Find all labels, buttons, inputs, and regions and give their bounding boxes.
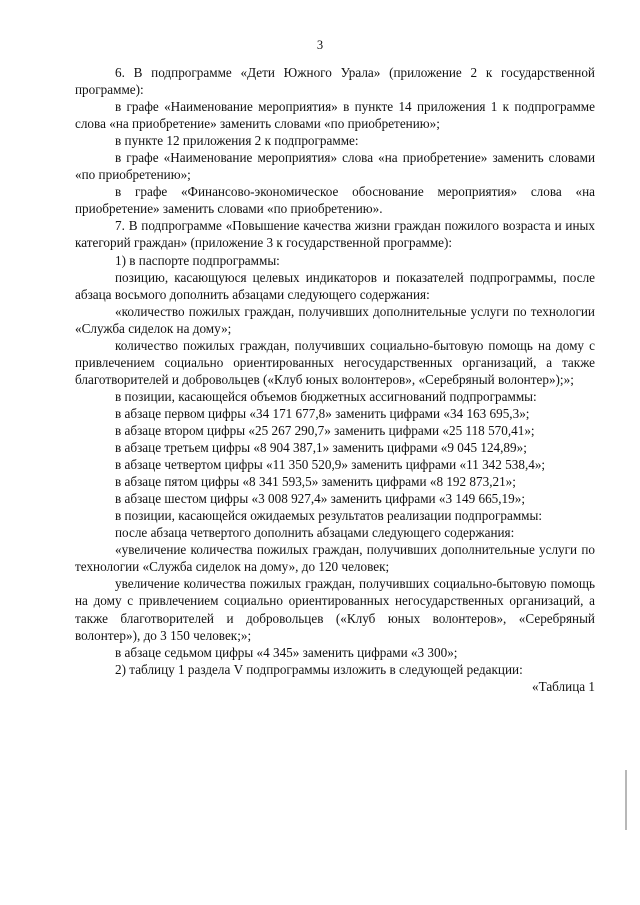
paragraph-budget-fourth: в абзаце четвертом цифры «11 350 520,9» заменить цифрами «11 342 538,4»; [115, 457, 546, 473]
scan-margin-mark [625, 770, 627, 830]
paragraph-budget-first: в абзаце первом цифры «34 171 677,8» заменить цифрами «34 163 695,3»; [115, 405, 530, 421]
paragraph-grafa-naimenovanie-punkt-14: в графе «Наименование мероприятия» в пункте 14 приложения 1 к подпрограмме слова «на приобретение» заменить словами «по приобретению»; [75, 99, 595, 132]
paragraph-subitem-2: 2) таблицу 1 раздела V подпрограммы изложить в следующей редакции: [115, 661, 523, 677]
paragraph-punkt-12: в пункте 12 приложения 2 к подпрограмме: [115, 133, 359, 149]
paragraph-seventh-abzac: в абзаце седьмом цифры «4 345» заменить цифрами «3 300»; [115, 644, 458, 660]
paragraph-indicators-position: позицию, касающуюся целевых индикаторов и показателей подпрограммы, после абзаца восьмого дополнить абзацами следующего содержания: [75, 269, 595, 302]
paragraph-after-fourth: после абзаца четвертого дополнить абзацами следующего содержания: [115, 525, 515, 541]
paragraph-budget-fifth: в абзаце пятом цифры «8 341 593,5» заменить цифрами «8 192 873,21»; [115, 474, 516, 490]
paragraph-grafa-obosnovanie: в графе «Финансово-экономическое обоснование мероприятия» слова «на приобретение» заменить словами «по приобретению». [75, 184, 595, 217]
paragraph-budget-sixth: в абзаце шестом цифры «3 008 927,4» заменить цифрами «3 149 665,19»; [115, 491, 525, 507]
page-number: 3 [316, 38, 324, 52]
document-body [75, 64, 595, 695]
paragraph-quote-increase-caregivers: «увеличение количества пожилых граждан, получивших дополнительные услуги по технологии «Служба сиделок на дому», до 120 человек; [75, 542, 595, 575]
paragraph-quote-increase-social-help: увеличение количества пожилых граждан, получивших социально-бытовую помощь на дому с привлечением социально ориентированных негосударственных организаций, а также благотворителей и добровольцев («Клуб юных волонтеров», «Серебряный волонтер»), до 3 150 человек;»; [75, 576, 595, 643]
paragraph-budget-position: в позиции, касающейся объемов бюджетных ассигнований подпрограммы: [115, 388, 537, 404]
paragraph-item-6-heading: 6. В подпрограмме «Дети Южного Урала» (приложение 2 к государственной программе): [75, 65, 595, 98]
paragraph-budget-second: в абзаце втором цифры «25 267 290,7» заменить цифрами «25 118 570,41»; [115, 422, 535, 438]
paragraph-budget-third: в абзаце третьем цифры «8 904 387,1» заменить цифрами «9 045 124,89»; [115, 440, 527, 456]
paragraph-grafa-naimenovanie: в графе «Наименование мероприятия» слова «на приобретение» заменить словами «по приобретению»; [75, 150, 595, 183]
paragraph-quote-caregivers: «количество пожилых граждан, получивших дополнительные услуги по технологии «Служба сиделок на дому»; [75, 303, 595, 336]
table-caption: «Таблица 1 [532, 678, 595, 694]
paragraph-quote-social-help: количество пожилых граждан, получивших социально-бытовую помощь на дому с привлечением социально ориентированных негосударственных организаций, а также благотворителей и добровольцев («Клуб юных волонтеров», «Серебряный волонтер»);»; [75, 337, 595, 387]
paragraph-results-position: в позиции, касающейся ожидаемых результатов реализации подпрограммы: [115, 508, 543, 524]
paragraph-item-7-heading: 7. В подпрограмме «Повышение качества жизни граждан пожилого возраста и иных категорий граждан» (приложение 3 к государственной программе): [75, 218, 595, 251]
paragraph-subitem-1: 1) в паспорте подпрограммы: [115, 252, 280, 268]
